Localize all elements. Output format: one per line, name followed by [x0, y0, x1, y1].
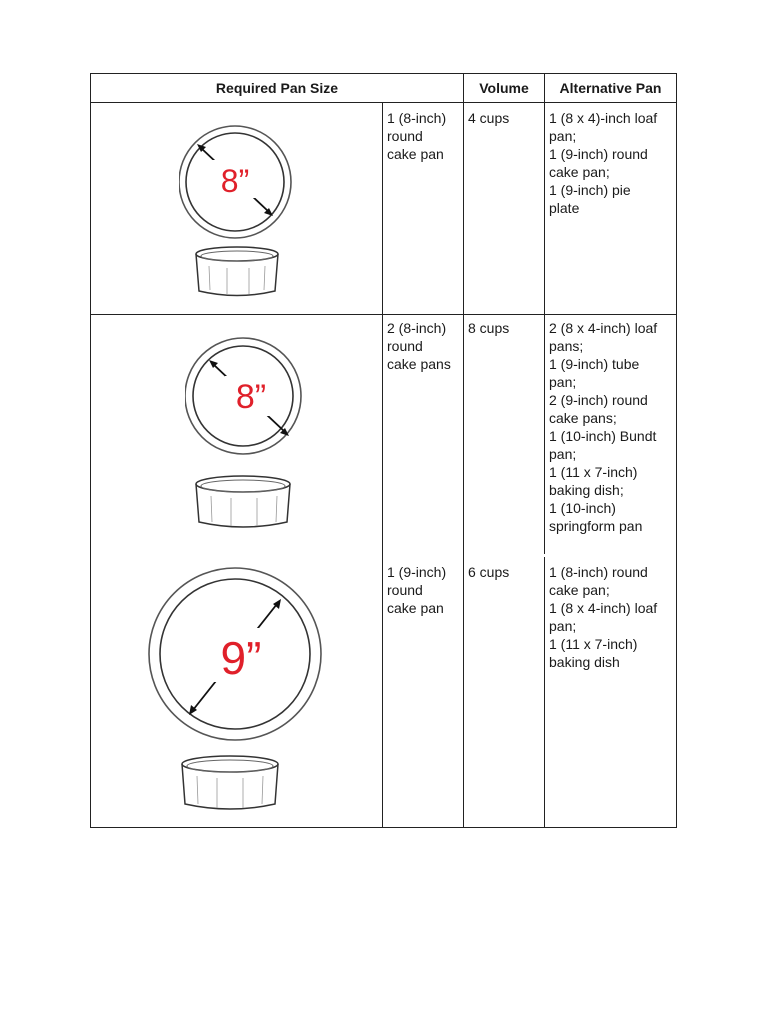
size-label: 9” — [220, 632, 262, 684]
pan-9-inch-illustration — [147, 566, 331, 822]
row1-pan: 1 (8-inch) round cake pan — [387, 110, 447, 162]
row-divider — [91, 102, 676, 103]
pan-8-inch-illustration — [179, 120, 303, 304]
row1-volume: 4 cups — [468, 110, 510, 126]
row2-pan: 2 (8-inch) round cake pans — [387, 320, 451, 372]
size-label: 8” — [235, 378, 267, 416]
header-volume: Volume — [479, 80, 529, 96]
col-divider — [463, 74, 464, 828]
pan-size-table — [90, 73, 677, 828]
row2-alternatives: 2 (8 x 4-inch) loaf pans; 1 (9-inch) tube pan; 2 (9-inch) round cake pans; 1 (10-inch) Bundt pan; 1 (11 x 7-inch) baking dish; 1 (10-inch) springform pan — [549, 320, 658, 534]
row2-volume: 8 cups — [468, 320, 510, 336]
col-divider — [544, 557, 545, 828]
row1-alternatives: 1 (8 x 4)-inch loaf pan; 1 (9-inch) round cake pan; 1 (9-inch) pie plate — [549, 110, 658, 216]
header-required-pan-size: Required Pan Size — [215, 80, 339, 96]
row3-pan: 1 (9-inch) round cake pan — [387, 564, 447, 616]
size-label: 8” — [220, 163, 250, 199]
header-alternative-pan: Alternative Pan — [559, 80, 662, 96]
pan-8-inch-illustration — [185, 332, 309, 536]
row3-alternatives: 1 (8-inch) round cake pan; 1 (8 x 4-inch) loaf pan; 1 (11 x 7-inch) baking dish — [549, 564, 658, 670]
row-divider — [91, 314, 676, 315]
row3-volume: 6 cups — [468, 564, 510, 580]
col-divider — [382, 102, 383, 828]
